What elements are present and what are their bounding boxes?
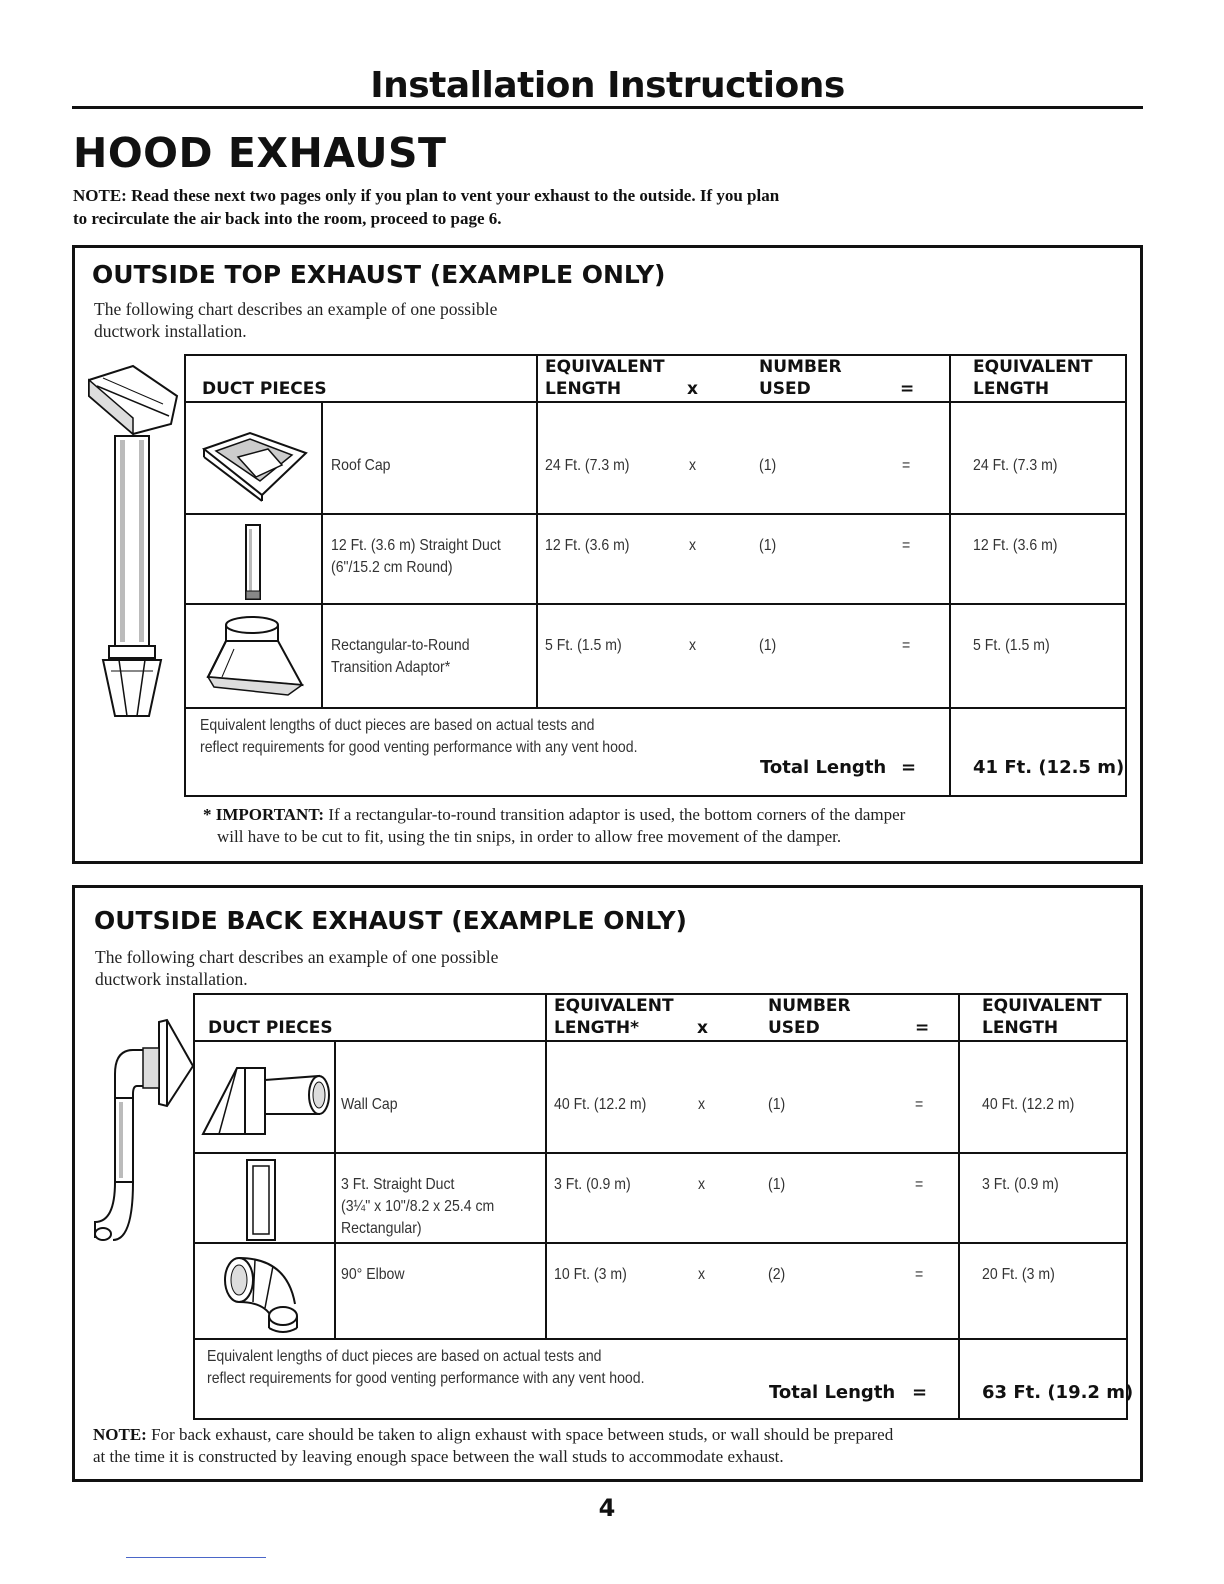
- equals-sign: =: [915, 1266, 924, 1283]
- header-line: EQUIVALENT: [554, 996, 674, 1016]
- important-line: If a rectangular-to-round transition adaptor is used, the bottom corners of the damper: [328, 805, 906, 824]
- total-length-value: 12 Ft. (3.6 m): [973, 537, 1058, 554]
- total-length-value: 41 Ft. (12.5 m): [973, 757, 1125, 778]
- total-length-label: Total Length: [760, 757, 887, 778]
- duct-pieces-header: DUCT PIECES: [208, 1018, 333, 1038]
- name-line: 12 Ft. (3.6 m) Straight Duct: [331, 537, 501, 554]
- equiv-length-value: 3 Ft. (0.9 m): [554, 1176, 631, 1193]
- number-used-value: (1): [768, 1176, 786, 1193]
- total-length-header: [982, 995, 1102, 1039]
- footnote-text: [200, 715, 638, 759]
- header-line: LENGTH: [982, 1018, 1059, 1038]
- header-line: LENGTH: [973, 379, 1050, 399]
- equiv-length-value: 5 Ft. (1.5 m): [545, 637, 622, 654]
- number-used-value: (1): [759, 637, 777, 654]
- top-section-desc: [94, 298, 614, 342]
- header-line: NUMBER: [768, 996, 851, 1016]
- total-length-value: 3 Ft. (0.9 m): [982, 1176, 1059, 1193]
- total-row: [185, 708, 1126, 796]
- number-used-value: (1): [759, 537, 777, 554]
- wall-cap-icon: [197, 1062, 333, 1142]
- name-line: (6"/15.2 cm Round): [331, 559, 453, 576]
- total-length-label: Total Length: [769, 1382, 896, 1403]
- desc-line: The following chart describes an example of one possible: [95, 947, 499, 967]
- number-used-header: [759, 356, 842, 400]
- desc-line: ductwork installation.: [95, 969, 248, 989]
- total-length-value: 40 Ft. (12.2 m): [982, 1096, 1075, 1113]
- desc-line: The following chart describes an example of one possible: [94, 299, 498, 319]
- equiv-length-header: [545, 356, 665, 400]
- page-header: Installation Instructions: [370, 65, 845, 106]
- back-section-desc: [95, 946, 615, 990]
- equals-sign: =: [902, 537, 911, 554]
- header-line: EQUIVALENT: [982, 996, 1102, 1016]
- total-length-value: 20 Ft. (3 m): [982, 1266, 1055, 1283]
- name-line: 3 Ft. Straight Duct: [341, 1176, 455, 1193]
- header-line: USED: [768, 1018, 820, 1038]
- times-sign: x: [698, 1266, 706, 1283]
- table-row: [185, 402, 1126, 514]
- note-line: For back exhaust, care should be taken to align exhaust with space between studs, or wall should be prepared: [151, 1425, 894, 1444]
- times-header: x: [697, 1018, 708, 1038]
- equals-sign: =: [915, 1176, 924, 1193]
- back-section-title: OUTSIDE BACK EXHAUST (EXAMPLE ONLY): [94, 906, 687, 935]
- footnote-line: reflect requirements for good venting performance with any vent hood.: [200, 739, 638, 756]
- name-line: Transition Adaptor*: [331, 659, 451, 676]
- duct-pieces-header: DUCT PIECES: [202, 379, 327, 399]
- equals-header: =: [915, 1018, 930, 1038]
- times-sign: x: [698, 1096, 706, 1113]
- equals-sign: =: [902, 457, 911, 474]
- header-line: LENGTH*: [554, 1018, 640, 1038]
- back-duct-table: [193, 993, 1134, 1420]
- duct-piece-name: [331, 535, 501, 579]
- table-row: [194, 1153, 1127, 1243]
- number-used-header: [768, 995, 851, 1039]
- duct-piece-name: Roof Cap: [331, 457, 391, 474]
- note-line: at the time it is constructed by leaving enough space between the wall studs to accommodate exhaust.: [93, 1447, 784, 1466]
- number-used-value: (1): [759, 457, 777, 474]
- total-length-value: 5 Ft. (1.5 m): [973, 637, 1050, 654]
- important-label: * IMPORTANT:: [203, 805, 325, 824]
- intro-note: NOTE: Read these next two pages only if you plan to vent your exhaust to the outside. If you plan to recirculate the air back into the room, proceed to page 6.: [73, 186, 780, 228]
- page-title: HOOD EXHAUST: [73, 129, 447, 177]
- duct-piece-name: 90° Elbow: [341, 1266, 405, 1283]
- footnote-line: Equivalent lengths of duct pieces are based on actual tests and: [200, 717, 595, 734]
- equiv-length-value: 24 Ft. (7.3 m): [545, 457, 630, 474]
- total-length-value: 63 Ft. (19.2 m): [982, 1382, 1134, 1403]
- elbow-icon: [217, 1254, 317, 1334]
- header-line: LENGTH: [545, 379, 622, 399]
- duct-piece-name: Wall Cap: [341, 1096, 398, 1113]
- transition-adaptor-icon: [206, 615, 306, 701]
- top-duct-assembly-icon: [83, 366, 183, 736]
- straight-duct-icon: [244, 523, 264, 601]
- top-duct-table: [184, 354, 1127, 797]
- footnote-line: reflect requirements for good venting performance with any vent hood.: [207, 1370, 645, 1387]
- roof-cap-icon: [202, 431, 312, 501]
- name-line: (3¼" x 10"/8.2 x 25.4 cm: [341, 1198, 495, 1215]
- table-row: [194, 1041, 1127, 1153]
- equiv-length-value: 12 Ft. (3.6 m): [545, 537, 630, 554]
- back-exhaust-note: [93, 1424, 1133, 1468]
- times-sign: x: [689, 537, 697, 554]
- equiv-length-header: [554, 995, 674, 1039]
- equals-header: =: [900, 379, 915, 399]
- table-row: [185, 514, 1126, 604]
- times-sign: x: [689, 457, 697, 474]
- equals-sign: =: [902, 637, 911, 654]
- header-line: EQUIVALENT: [545, 357, 665, 377]
- header-line: EQUIVALENT: [973, 357, 1093, 377]
- table-row: [194, 1243, 1127, 1339]
- note-label: NOTE:: [93, 1425, 147, 1444]
- total-length-header: [973, 356, 1093, 400]
- header-line: USED: [759, 379, 811, 399]
- name-line: Rectangular): [341, 1220, 422, 1237]
- table-row: [185, 604, 1126, 708]
- header-rule: [72, 106, 1143, 109]
- times-sign: x: [698, 1176, 706, 1193]
- back-duct-assembly-icon: [93, 1018, 203, 1248]
- important-line: will have to be cut to fit, using the tin snips, in order to allow free movement of the damper.: [217, 827, 842, 846]
- back-exhaust-section: [72, 885, 1143, 1482]
- equiv-length-value: 10 Ft. (3 m): [554, 1266, 627, 1283]
- rect-duct-icon: [245, 1158, 279, 1242]
- times-header: x: [687, 379, 698, 399]
- total-row: [194, 1339, 1127, 1419]
- top-exhaust-section: [72, 245, 1143, 864]
- footer-line: [126, 1557, 266, 1558]
- header-line: NUMBER: [759, 357, 842, 377]
- duct-piece-name: [331, 635, 470, 679]
- desc-line: ductwork installation.: [94, 321, 247, 341]
- total-equals: =: [901, 757, 917, 778]
- equals-sign: =: [915, 1096, 924, 1113]
- duct-piece-name: [341, 1174, 494, 1240]
- number-used-value: (2): [768, 1266, 786, 1283]
- footnote-text: [207, 1346, 645, 1390]
- total-equals: =: [912, 1382, 928, 1403]
- total-length-value: 24 Ft. (7.3 m): [973, 457, 1058, 474]
- number-used-value: (1): [768, 1096, 786, 1113]
- important-note: [203, 804, 1123, 848]
- footnote-line: Equivalent lengths of duct pieces are based on actual tests and: [207, 1348, 602, 1365]
- times-sign: x: [689, 637, 697, 654]
- page-number: 4: [598, 1494, 616, 1522]
- top-section-title: OUTSIDE TOP EXHAUST (EXAMPLE ONLY): [92, 260, 666, 289]
- name-line: Rectangular-to-Round: [331, 637, 470, 654]
- equiv-length-value: 40 Ft. (12.2 m): [554, 1096, 647, 1113]
